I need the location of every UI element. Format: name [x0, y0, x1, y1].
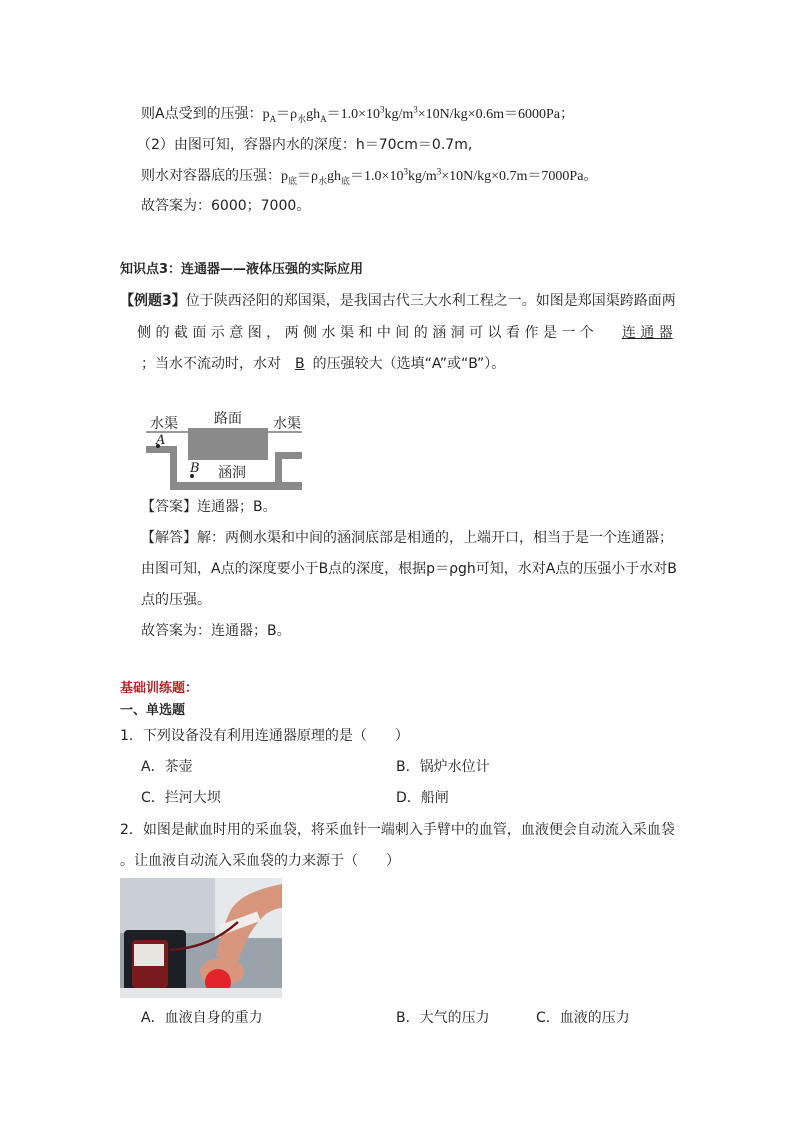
blood-donation-photo [120, 878, 282, 998]
solution-line-4: 故答案为：6000；7000。 [141, 198, 311, 214]
canal-cross-section-diagram [140, 400, 310, 495]
answer-blank-2: B [295, 356, 305, 372]
formula-sub: A [320, 113, 327, 124]
formula-sup: 3 [403, 166, 408, 177]
formula-part: ＝ρ [297, 169, 319, 184]
formula-part: ＝ρ [276, 107, 298, 122]
table-edge [120, 988, 282, 998]
label-a: A [156, 433, 166, 448]
formula-part: ＝1.0×10 [350, 169, 404, 184]
canal-diagram-svg [140, 400, 310, 495]
formula-sub: 底 [288, 175, 298, 186]
formula-sub: 底 [341, 175, 351, 186]
example-line-2 [137, 323, 675, 343]
question-2-line-1: 2．如图是献血时用的采血袋，将采血针一端刺入手臂中的血管，血液便会自动流入采血袋 [120, 822, 675, 838]
example-line-1 [120, 291, 676, 311]
channel-bottom [170, 482, 302, 490]
formula-sup: 3 [413, 104, 418, 115]
formula-part: p [262, 107, 270, 122]
question-2-line-2: 。让血液自动流入采血袋的力来源于（ ） [120, 853, 400, 869]
question-1: 1．下列设备没有利用连通器原理的是（ ） [120, 728, 409, 744]
formula-sup: 3 [436, 166, 442, 177]
example-text: 的压强较大（选填“A”或“B”）。 [312, 356, 506, 372]
formula-part: gh [327, 169, 342, 184]
formula-part: ＝1.0×10 [326, 107, 380, 122]
label-left-canal: 水渠 [150, 416, 178, 432]
analysis-line-1: 【解答】解：两侧水渠和中间的涵洞底部是相通的，上端开口，相当于是一个连通器； [141, 530, 673, 546]
label-culvert: 涵洞 [218, 465, 246, 481]
q1-option-a[interactable]: A．茶壶 [141, 759, 193, 775]
label-right-canal: 水渠 [273, 416, 301, 432]
practice-heading: 基础训练题： [120, 681, 199, 696]
formula-part: p [281, 169, 288, 184]
example-line-3 [141, 354, 505, 374]
example-label: 【例题3】 [120, 293, 186, 309]
formula-part: kg/m [407, 169, 437, 184]
analysis-line-2: 由图可知，A点的深度要小于B点的深度，根据p＝ρgh可知，水对A点的压强小于水对B [141, 561, 677, 577]
formula-part: kg/m [384, 107, 414, 122]
q2-option-b[interactable]: B．大气的压力 [396, 1010, 490, 1026]
solution-line-3 [141, 166, 597, 187]
analysis-line-4: 故答案为：连通器；B。 [141, 623, 291, 639]
road-block [188, 428, 268, 460]
formula-sub: 水 [297, 113, 307, 124]
blood-donation-illustration [120, 878, 282, 998]
right-ledge [275, 452, 302, 459]
formula-sup: 3 [380, 104, 385, 115]
q1-option-b[interactable]: B．锅炉水位计 [396, 759, 490, 775]
formula-part: ×10N/kg×0.6m＝6000Pa； [417, 107, 574, 122]
label-road: 路面 [214, 411, 242, 427]
formula-sub: A [269, 113, 277, 124]
analysis-line-3: 点的压强。 [141, 592, 211, 608]
example-text: 侧 的 截 面 示 意 图 ， 两 侧 水 渠 和 中 间 的 涵 洞 可 以 看 作 是 一 个 [137, 325, 594, 341]
formula [281, 166, 598, 186]
formula [262, 104, 574, 124]
solution-line-1 [141, 104, 574, 125]
q2-option-c[interactable]: C．血液的压力 [536, 1010, 630, 1026]
answer-blank-1: 连 通 器 [621, 325, 673, 341]
formula-part: gh [306, 107, 321, 122]
q1-option-d[interactable]: D．船闸 [396, 790, 449, 806]
solution-line-2: （2）由图可知，容器内水的深度：h＝70cm＝0.7m, [137, 137, 473, 153]
bag-label [134, 944, 164, 966]
knowledge-title-text: 知识点3：连通器——液体压强的实际应用 [120, 262, 364, 277]
example-text: 位于陕西泾阳的郑国渠，是我国古代三大水利工程之一。如图是郑国渠跨路面两 [185, 293, 676, 309]
knowledge-title [120, 260, 363, 280]
answer-line: 【答案】连通器；B。 [141, 499, 277, 515]
formula-part: ×10N/kg×0.7m＝7000Pa。 [441, 169, 598, 184]
formula-sub: 水 [318, 175, 328, 186]
solution-text: 则水对容器底的压强： [141, 168, 281, 184]
label-b: B [190, 461, 200, 476]
example-text: ；当水不流动时，水对 [141, 356, 281, 372]
q1-option-c[interactable]: C．拦河大坝 [141, 790, 221, 806]
q2-option-a[interactable]: A．血液自身的重力 [141, 1010, 263, 1026]
solution-text: 则A点受到的压强： [141, 106, 263, 122]
section-heading: 一、单选题 [120, 703, 186, 718]
